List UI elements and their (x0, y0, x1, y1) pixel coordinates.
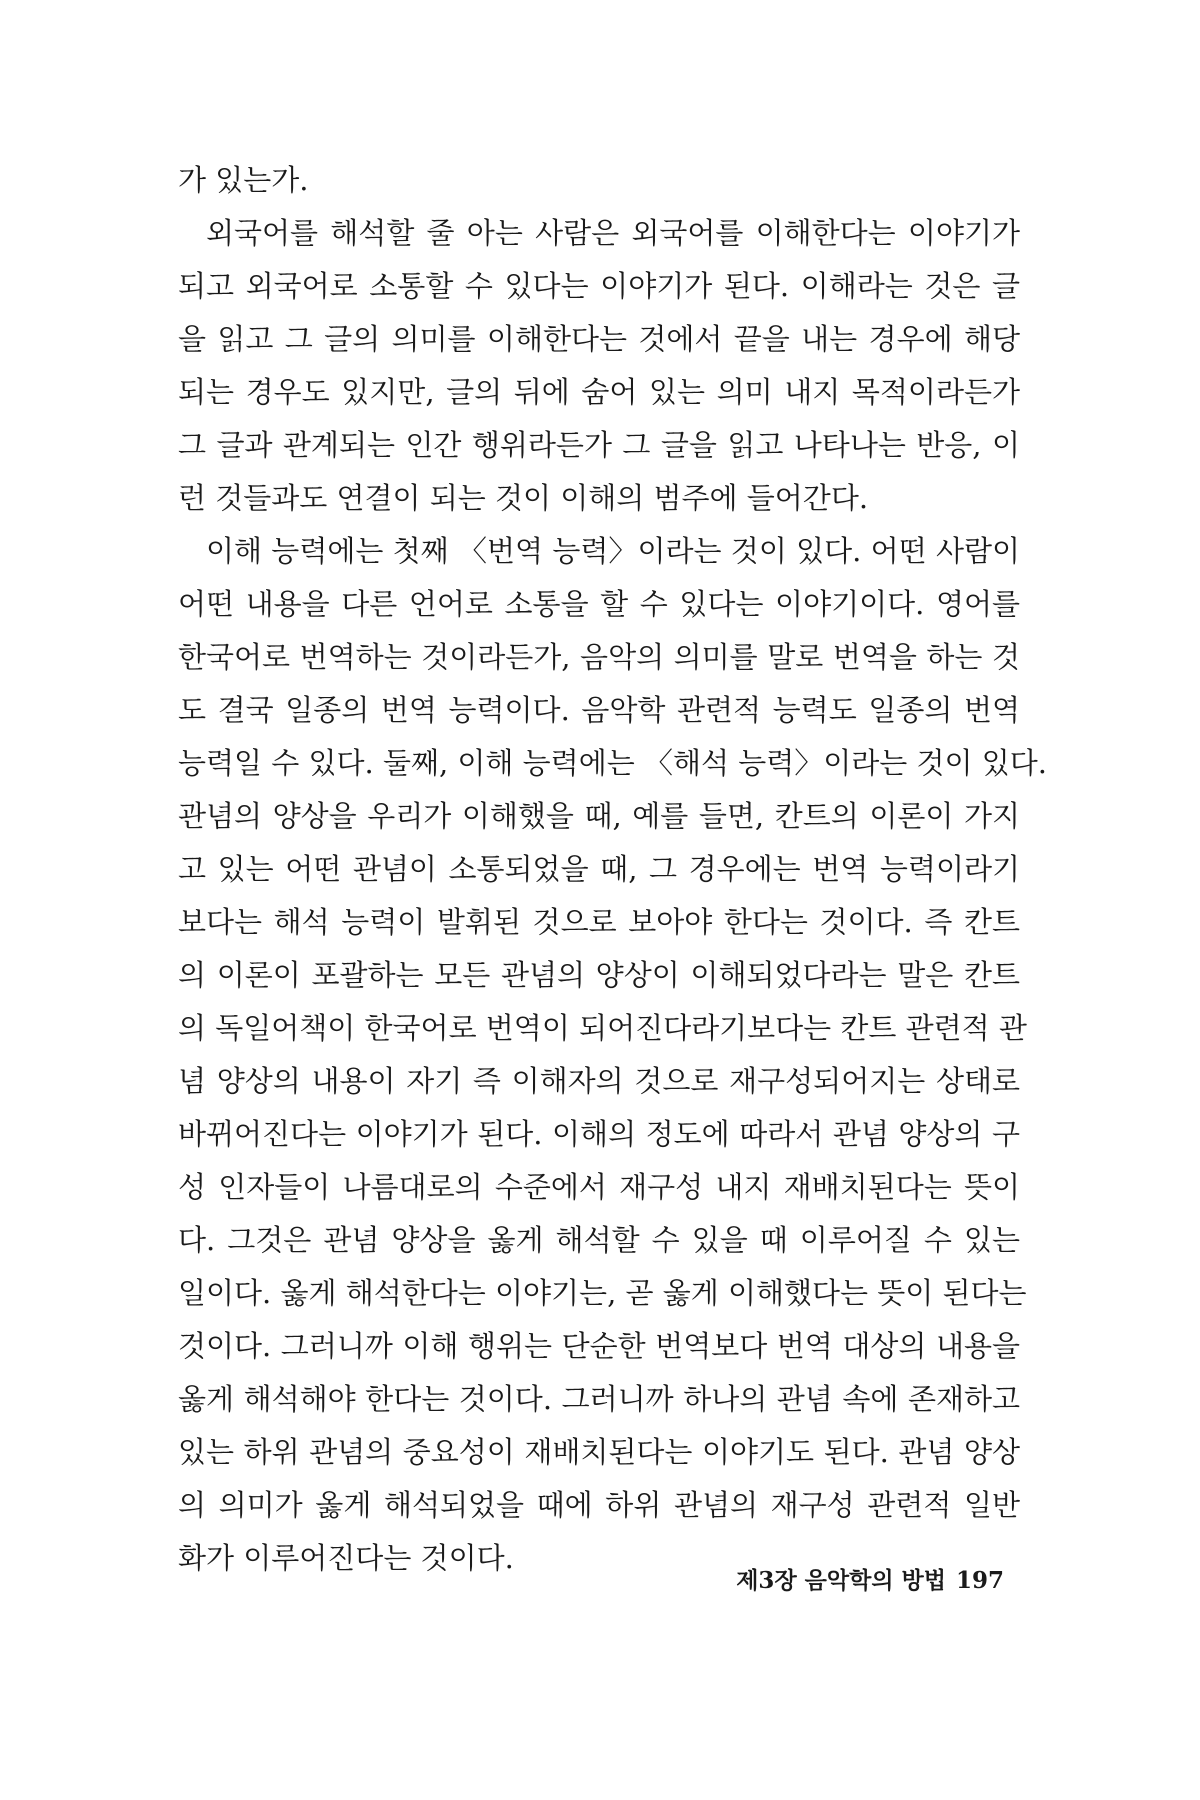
text-line: 외국어를 해석할 줄 아는 사람은 외국어를 이해한다는 이야기가 (206, 216, 1020, 250)
text-line: 의 독일어책이 한국어로 번역이 되어진다라기보다는 칸트 관련적 관 (178, 1011, 1027, 1045)
text-line: 관념의 양상을 우리가 이해했을 때, 예를 들면, 칸트의 이론이 가지 (178, 799, 1020, 833)
text-line: 고 있는 어떤 관념이 소통되었을 때, 그 경우에는 번역 능력이라기 (178, 852, 1020, 886)
text-line: 되는 경우도 있지만, 글의 뒤에 숨어 있는 의미 내지 목적이라든가 (178, 375, 1020, 409)
text-line: 옳게 해석해야 한다는 것이다. 그러니까 하나의 관념 속에 존재하고 (178, 1382, 1020, 1416)
text-line: 을 읽고 그 글의 의미를 이해한다는 것에서 끝을 내는 경우에 해당 (178, 322, 1020, 356)
chapter-title: 제3장 음악학의 방법 (736, 1567, 946, 1594)
text-line: 바뀌어진다는 이야기가 된다. 이해의 정도에 따라서 관념 양상의 구 (178, 1117, 1020, 1151)
page-footer (736, 1562, 1004, 1595)
text-line: 한국어로 번역하는 것이라든가, 음악의 의미를 말로 번역을 하는 것 (178, 640, 1020, 674)
page-number: 197 (955, 1567, 1004, 1594)
text-line: 다. 그것은 관념 양상을 옳게 해석할 수 있을 때 이루어질 수 있는 (178, 1223, 1020, 1257)
text-line: 일이다. 옳게 해석한다는 이야기는, 곧 옳게 이해했다는 뜻이 된다는 (178, 1276, 1027, 1310)
text-line: 어떤 내용을 다른 언어로 소통을 할 수 있다는 이야기이다. 영어를 (178, 587, 1020, 621)
text-line: 보다는 해석 능력이 발휘된 것으로 보아야 한다는 것이다. 즉 칸트 (178, 905, 1020, 939)
text-line: 그 글과 관계되는 인간 행위라든가 그 글을 읽고 나타나는 반응, 이 (178, 428, 1020, 462)
text-line: 있는 하위 관념의 중요성이 재배치된다는 이야기도 된다. 관념 양상 (178, 1435, 1020, 1469)
text-line: 능력일 수 있다. 둘째, 이해 능력에는 〈해석 능력〉이라는 것이 있다. (178, 746, 1047, 780)
text-line: 화가 이루어진다는 것이다. (178, 1541, 514, 1575)
text-line: 성 인자들이 나름대로의 수준에서 재구성 내지 재배치된다는 뜻이 (178, 1170, 1020, 1204)
text-line: 의 이론이 포괄하는 모든 관념의 양상이 이해되었다라는 말은 칸트 (178, 958, 1020, 992)
text-line: 것이다. 그러니까 이해 행위는 단순한 번역보다 번역 대상의 내용을 (178, 1329, 1020, 1363)
text-line: 런 것들과도 연결이 되는 것이 이해의 범주에 들어간다. (178, 481, 869, 515)
text-line: 의 의미가 옳게 해석되었을 때에 하위 관념의 재구성 관련적 일반 (178, 1488, 1020, 1522)
text-line: 이해 능력에는 첫째 〈번역 능력〉이라는 것이 있다. 어떤 사람이 (206, 534, 1020, 568)
body-text (178, 154, 1047, 1585)
text-line: 되고 외국어로 소통할 수 있다는 이야기가 된다. 이해라는 것은 글 (178, 269, 1020, 303)
text-line: 념 양상의 내용이 자기 즉 이해자의 것으로 재구성되어지는 상태로 (178, 1064, 1020, 1098)
text-line: 가 있는가. (178, 163, 309, 197)
text-line: 도 결국 일종의 번역 능력이다. 음악학 관련적 능력도 일종의 번역 (178, 693, 1020, 727)
